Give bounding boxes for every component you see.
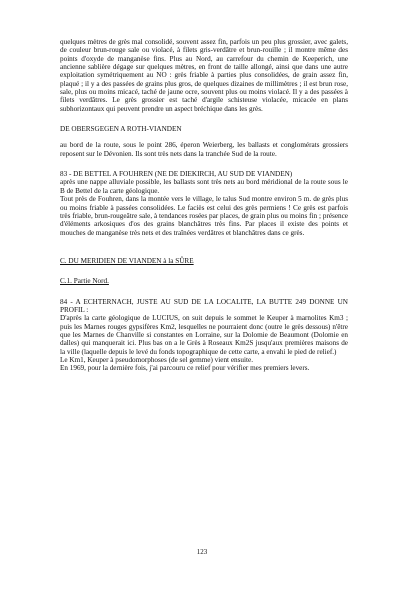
page-body — [60, 38, 348, 373]
paragraph-1969: En 1969, pour la dernière fois, j'ai parcouru ce relief pour vérifier mes premiers levers. — [60, 364, 310, 373]
paragraph-sablieres: quelques mètres de grès mal consolidé, souvent assez fin, parfois un peu plus grossier, avec galets, de couleur brun-rouge sale ou violacé, à filets gris-verdâtre et brun-rouille ; il montre même des points d'oxyde de manganèse fins. Plus au Nord, au carrefour du chemin de Keeperich, une ancienne sablière dégage sur quelques mètres, en front de taille allongé, ainsi que dans une autre exploitation symétriquement au NO : grès friable à parties plus consolidées, de grain assez fin, plaqué ; il y a des passées de grains plus gros, de quelques dizaines de millimètres ; il est brun rose, sale, plus ou moins micacé, taché de jaune ocre, souvent plus ou moins violacé. Il y a des passées à filets verdâtres. Le grès grossier est taché d'argile schisteuse violacée, micacée en plans subhorizontaux qui peuvent prendre un aspect bréchique dans les grès. — [60, 38, 348, 113]
subsection-heading-partie-nord: C.1. Partie Nord. — [60, 277, 109, 286]
section-heading-meridien-vianden: C. DU MERIDIEN DE VIANDEN à la SÛRE — [60, 256, 194, 265]
paragraph-fouhren: Tout près de Fouhren, dans la montée vers le village, le talus Sud montre environ 5 m. de grès plus ou moins friable à passées consolidées. Le faciès est celui des grès permiens ! Ce grès est parfois très friable, brun-rougeâtre sale, à tendances rosées par places, de grain plus ou moins fin ; présence d'éléments arkosiques d'os des grains blanchâtres très fins. Par places il existe des points et mouches de manganèse très nets et des traînées verdâtres et blanchâtres dans ce grès. — [60, 195, 348, 237]
heading-bettel-fouhren: 83 - DE BETTEL A FOUHREN (NE DE DIEKIRCH, AU SUD DE VIANDEN) — [60, 170, 293, 179]
paragraph-bettel: après une nappe alluviale possible, les ballasts sont très nets au bord méridional de la route sous le B de Bettel de la carte géologique. — [60, 178, 348, 195]
heading-obersgegen-roth-vianden: DE OBERSGEGEN A ROTH-VIANDEN — [60, 125, 182, 134]
paragraph-lucius: D'après la carte géologique de LUCIUS, on suit depuis le sommet le Keuper à marnolites Km3 ; puis les Marnes rouges gypsifères Km2, lesquelles ne pourraient donc (outre le grès dessous) n'être que les Marnes de Chanville si constantes en Lorraine, sur la Dolomie de Beaumont (Dolomie en dalles) qui manquerait ici. Plus bas on a le Grès à Roseaux Km2S jusqu'aux premières maisons de la ville (laquelle depuis le levé du fonds topographique de cette carte, a envahi le pied de relief.) — [60, 314, 348, 356]
paragraph-km1: Le Km1, Keuper à pseudomorphoses (de sel gemme) vient ensuite. — [60, 355, 254, 364]
page-number: 123 — [196, 548, 208, 556]
heading-echternach: 84 - A ECHTERNACH, JUSTE AU SUD DE LA LOCALITE, LA BUTTE 249 DONNE UN PROFIL : — [60, 297, 348, 314]
paragraph-weierberg: au bord de la route, sous le point 286, éperon Weierberg, les ballasts et conglomérats grossiers reposent sur le Dévonien. Ils sont très nets dans la tranchée Sud de la route. — [60, 141, 348, 158]
